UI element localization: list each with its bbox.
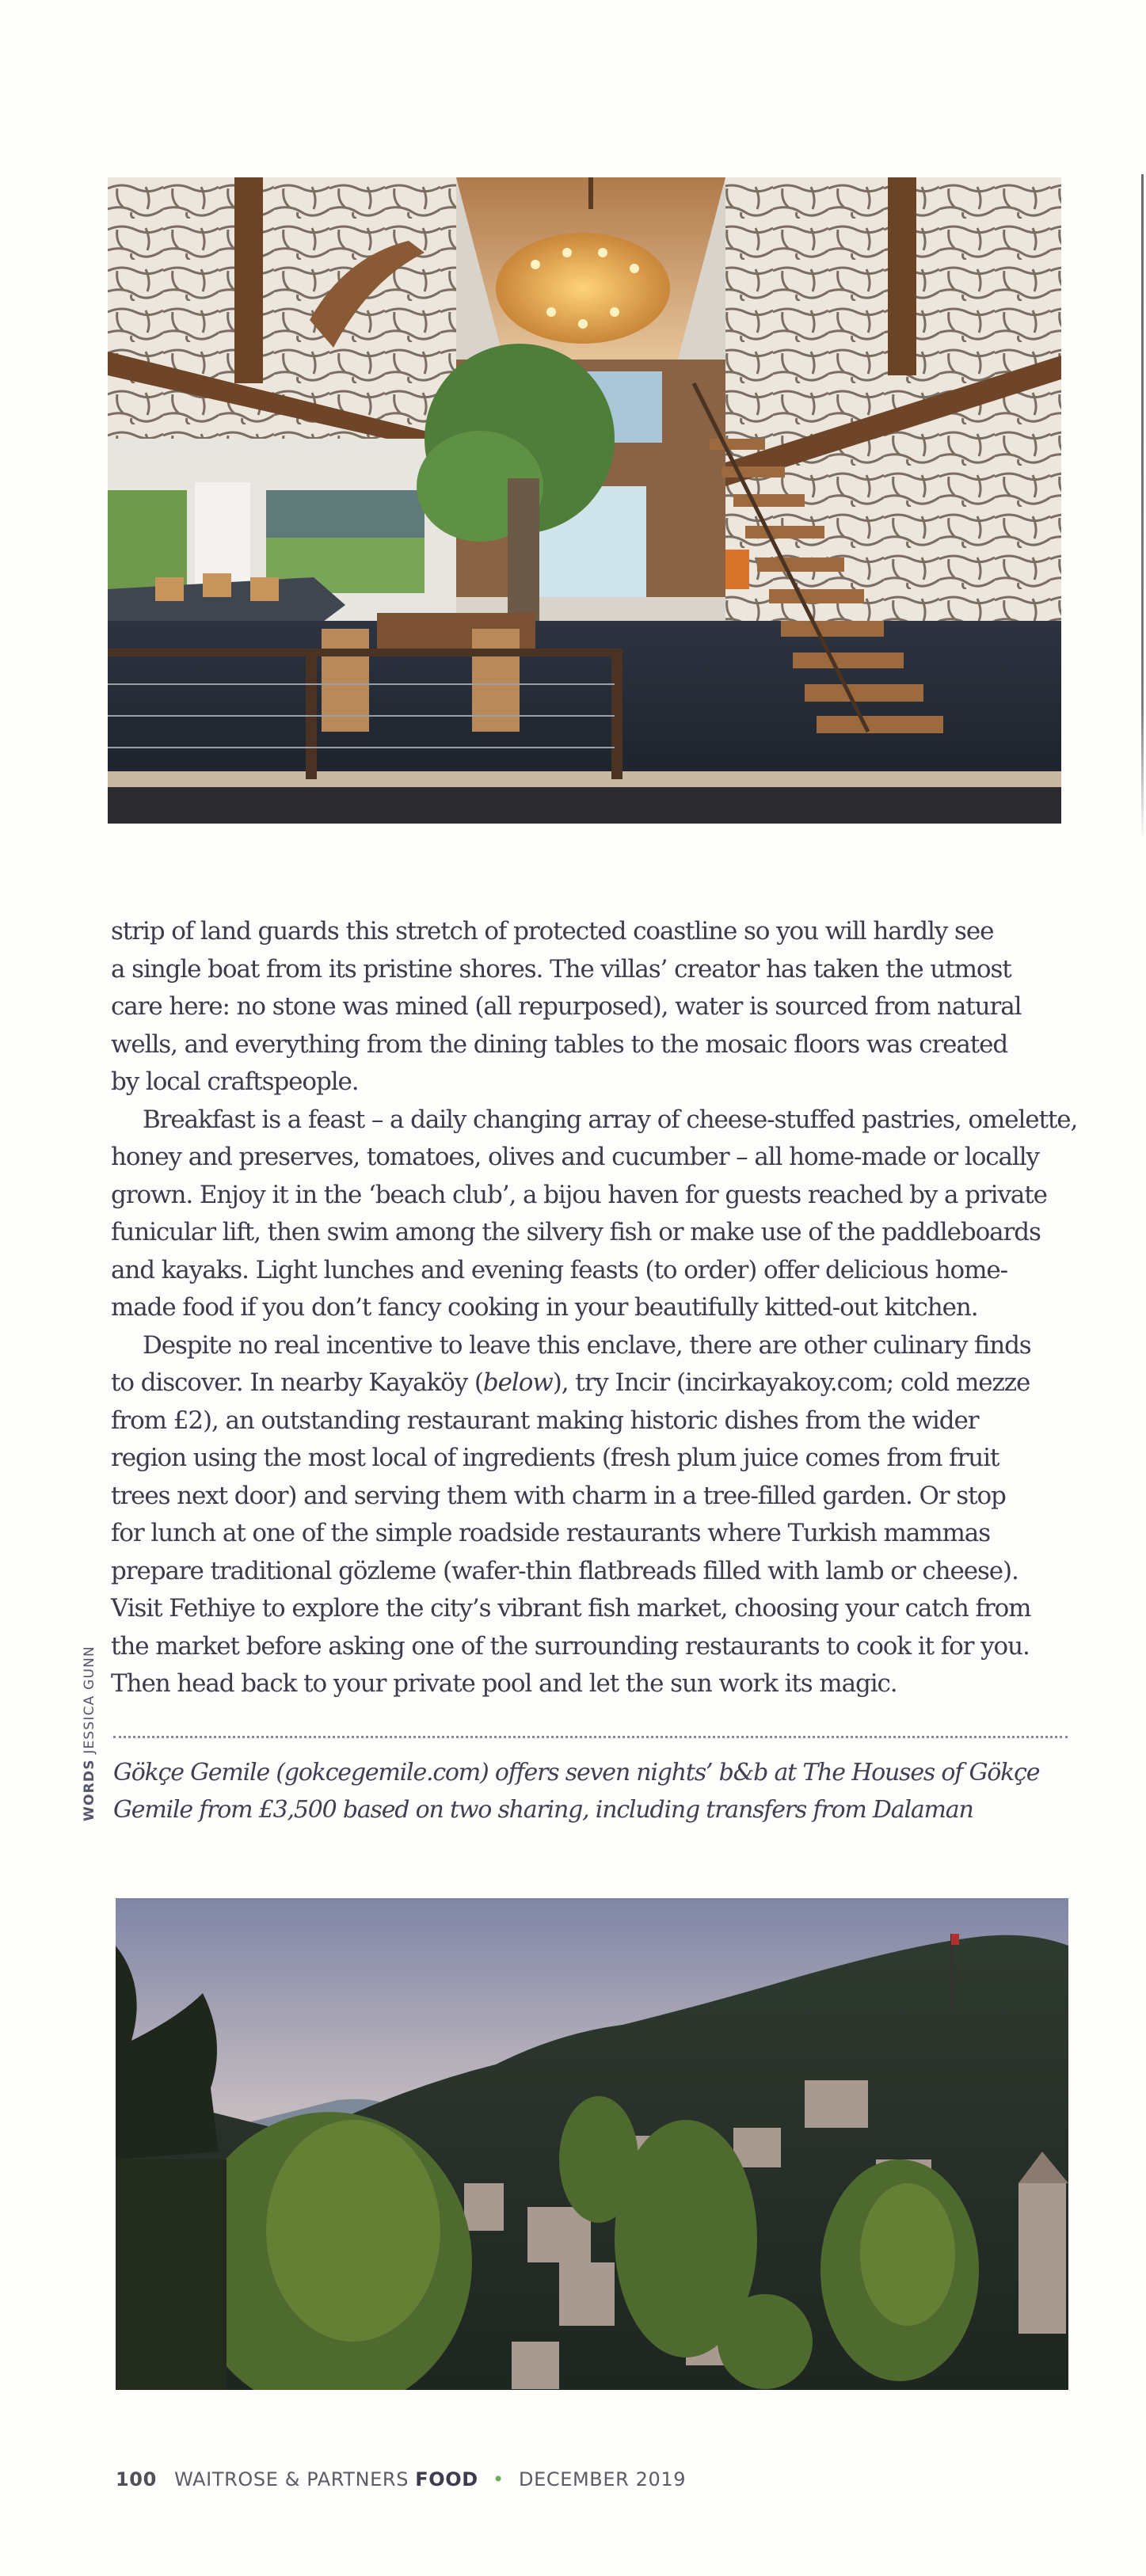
text-line-with-italic bbox=[111, 1364, 1069, 1402]
italic-below: below bbox=[482, 1368, 553, 1397]
publication-name: WAITROSE & PARTNERS bbox=[174, 2468, 409, 2490]
publication-name-bold: FOOD bbox=[415, 2468, 478, 2490]
text-line: strip of land guards this stretch of protected coastline so you will hardly see bbox=[111, 917, 994, 946]
text-line: trees next door) and serving them with charm in a tree-filled garden. Or stop bbox=[111, 1481, 1006, 1510]
text-line: Breakfast is a feast – a daily changing array of cheese-stuffed pastries, omelette, bbox=[143, 1105, 1078, 1134]
byline-role: WORDS bbox=[82, 1759, 97, 1821]
text-line: wells, and everything from the dining tables to the mosaic floors was created bbox=[111, 1029, 1008, 1059]
text-line: made food if you don’t fancy cooking in your beautifully kitted-out kitchen. bbox=[111, 1293, 978, 1322]
dotted-divider bbox=[113, 1736, 1068, 1738]
info-line: Gökçe Gemile (gokcegemile.com) offers seven nights’ b&b at The Houses of Gökçe bbox=[113, 1759, 1040, 1786]
kayakoy-illustration bbox=[116, 1898, 1068, 2390]
page-edge-line bbox=[1141, 174, 1144, 839]
villa-interior-photo bbox=[108, 177, 1061, 824]
text-fragment: to discover. In nearby Kayaköy ( bbox=[111, 1368, 483, 1397]
text-line: honey and preserves, tomatoes, olives and cucumber – all home-made or locally bbox=[111, 1143, 1039, 1171]
article-body bbox=[111, 913, 1078, 1703]
booking-info bbox=[113, 1754, 1072, 1828]
paragraph-1 bbox=[111, 913, 1069, 1102]
text-line: Then head back to your private pool and let the sun work its magic. bbox=[111, 1669, 897, 1698]
byline-author: JESSICA GUNN bbox=[82, 1646, 97, 1754]
text-line: Visit Fethiye to explore the city’s vibrant fish market, choosing your catch from bbox=[111, 1594, 1031, 1623]
text-line: the market before asking one of the surrounding restaurants to cook it for you. bbox=[111, 1631, 1030, 1661]
text-line: grown. Enjoy it in the ‘beach club’, a bijou haven for guests reached by a private bbox=[111, 1180, 1047, 1209]
text-line: Despite no real incentive to leave this enclave, there are other culinary finds bbox=[143, 1330, 1031, 1360]
text-line: care here: no stone was mined (all repurposed), water is sourced from natural bbox=[111, 992, 1022, 1021]
kayakoy-village-photo bbox=[116, 1898, 1068, 2390]
paragraph-2 bbox=[111, 1102, 1078, 1327]
bullet-separator: • bbox=[493, 2468, 504, 2490]
text-line: from £2), an outstanding restaurant making historic dishes from the wider bbox=[111, 1406, 979, 1435]
text-fragment: ), try Incir (incirkayakoy.com; cold mezze bbox=[552, 1368, 1030, 1397]
text-line: funicular lift, then swim among the silvery fish or make use of the paddleboards bbox=[111, 1218, 1041, 1246]
page-number: 100 bbox=[116, 2468, 157, 2490]
text-line: region using the most local of ingredients (fresh plum juice comes from fruit bbox=[111, 1444, 999, 1472]
page-footer bbox=[116, 2468, 686, 2490]
byline bbox=[82, 1646, 97, 1821]
text-line: and kayaks. Light lunches and evening feasts (to order) offer delicious home- bbox=[111, 1255, 1008, 1284]
text-line: a single boat from its pristine shores. The villas’ creator has taken the utmost bbox=[111, 954, 1011, 984]
text-line: by local craftspeople. bbox=[111, 1067, 359, 1096]
info-line: Gemile from £3,500 based on two sharing, including transfers from Dalaman bbox=[113, 1796, 973, 1824]
villa-interior-illustration bbox=[108, 177, 1061, 824]
text-line: prepare traditional gözleme (wafer-thin flatbreads filled with lamb or cheese). bbox=[111, 1556, 1018, 1585]
issue-date: DECEMBER 2019 bbox=[519, 2468, 687, 2490]
text-line: for lunch at one of the simple roadside restaurants where Turkish mammas bbox=[111, 1519, 991, 1547]
paragraph-3 bbox=[111, 1327, 1069, 1703]
